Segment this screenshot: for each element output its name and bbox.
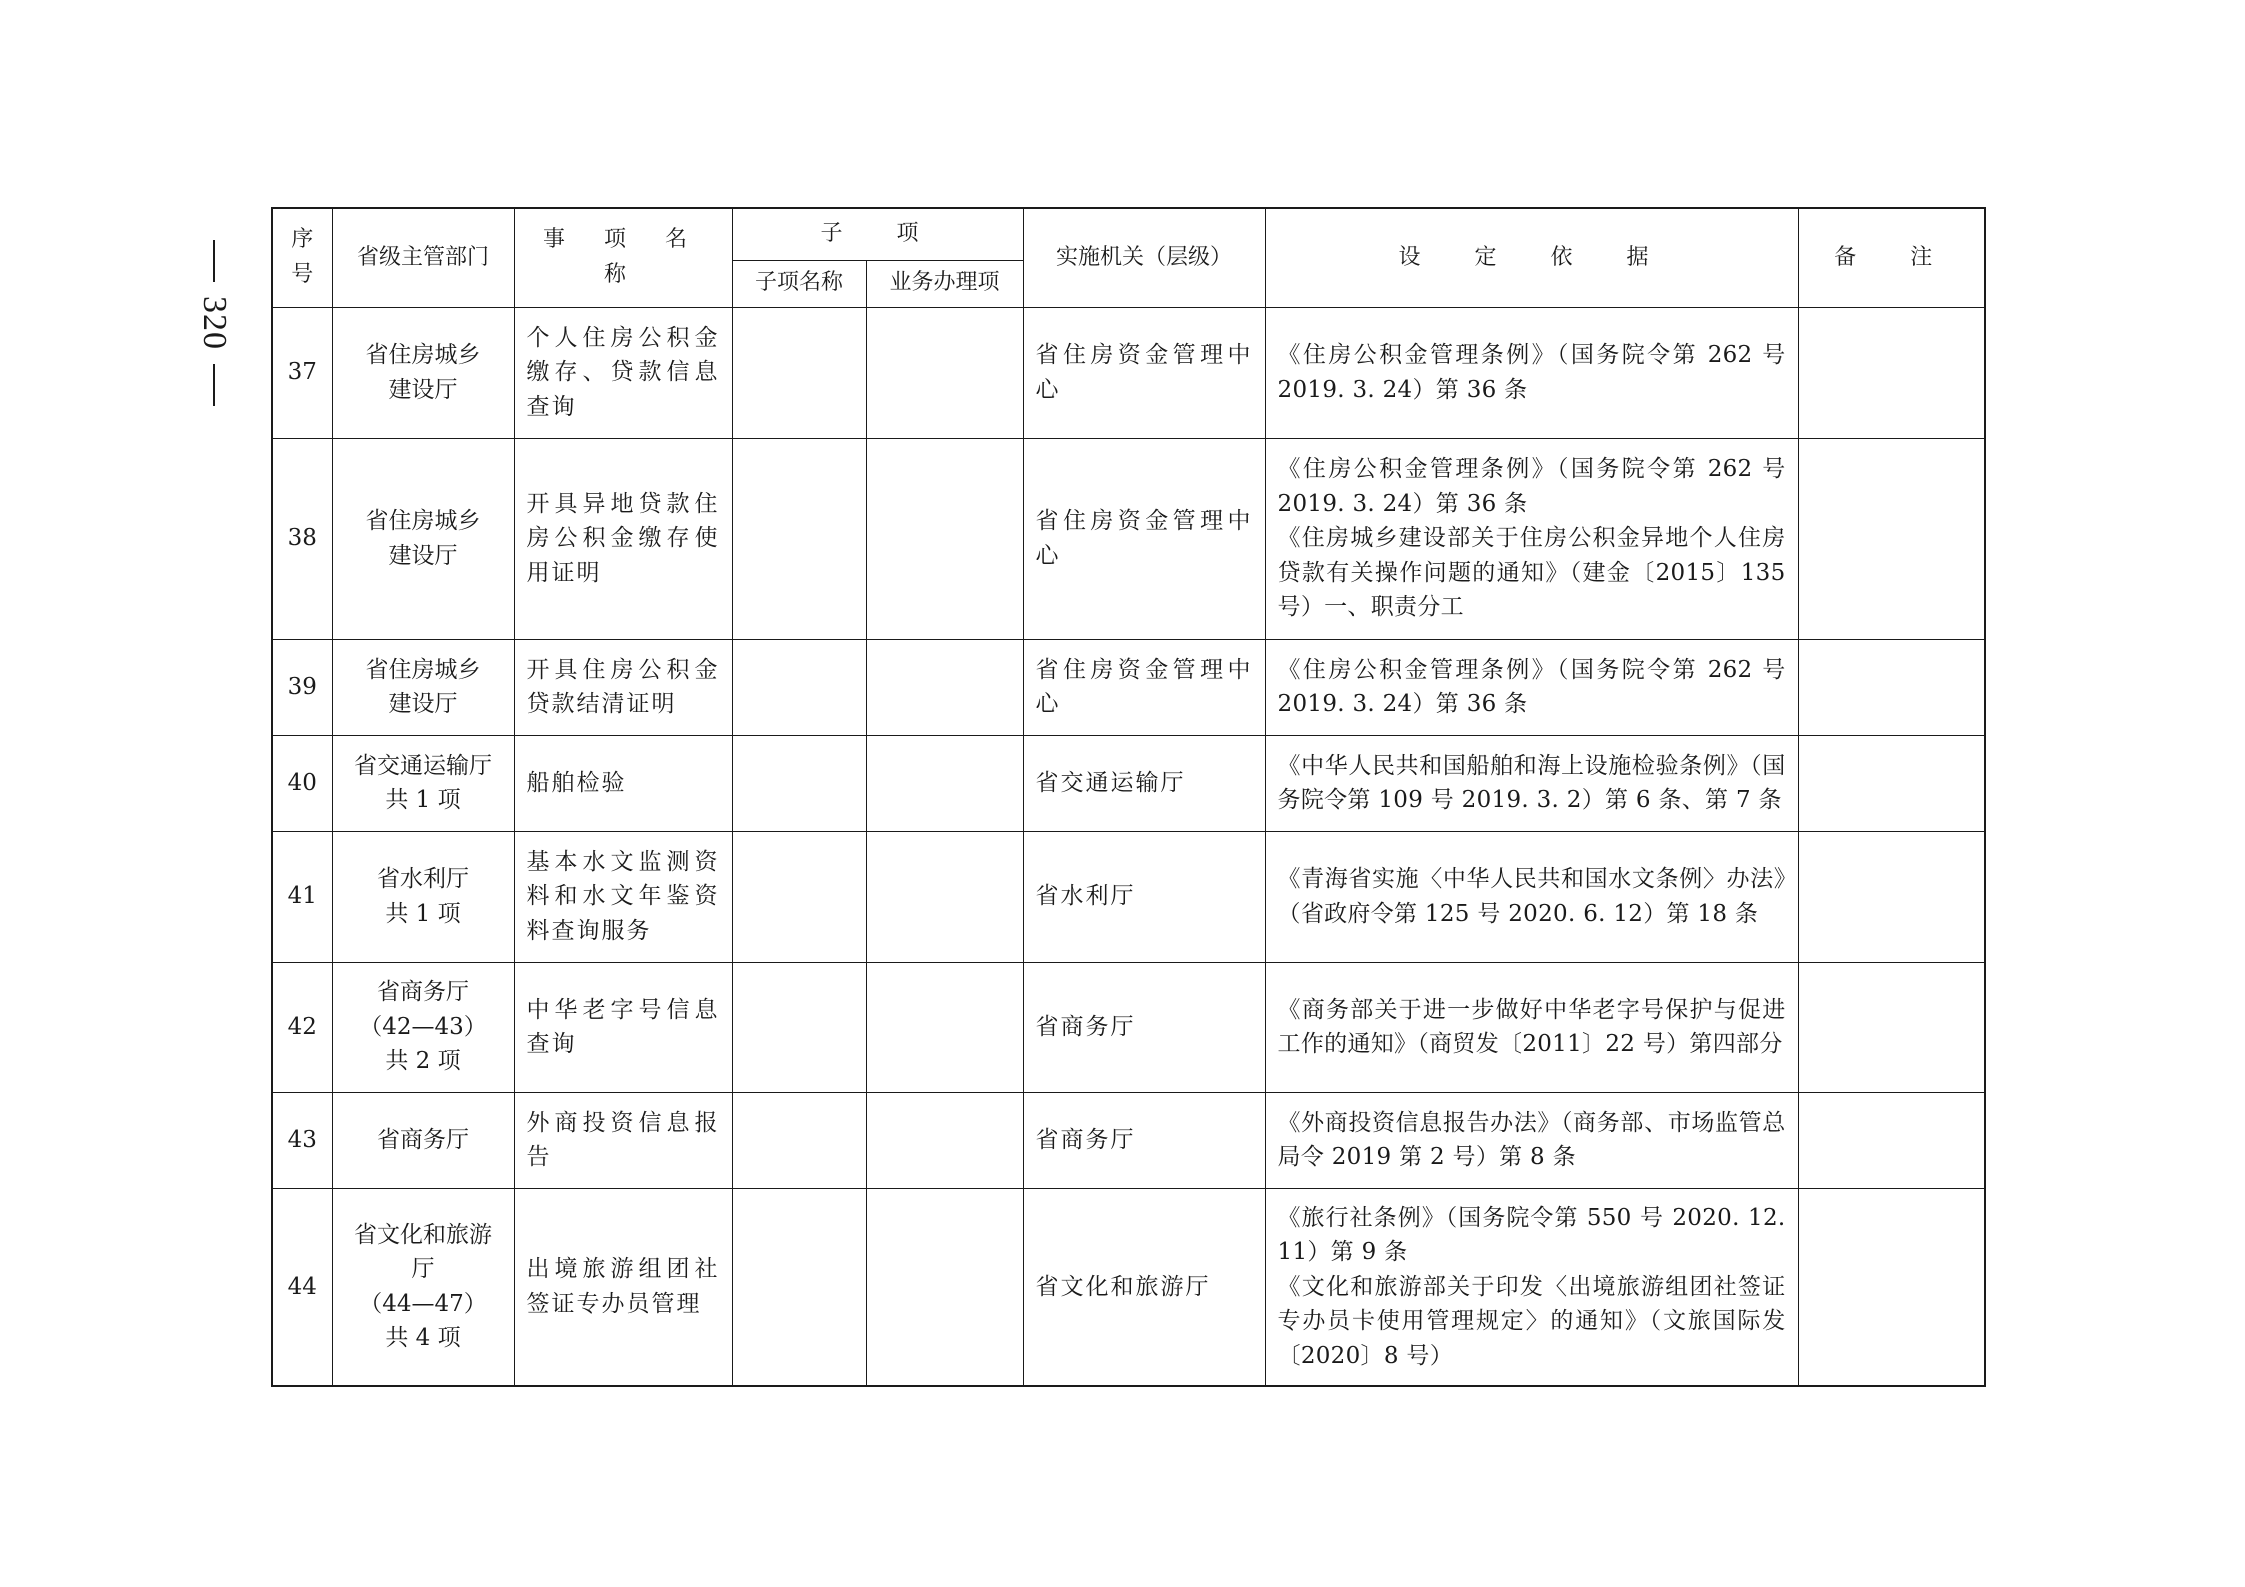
- cell-basis: [1265, 438, 1798, 639]
- cell-dept-line: 共 2 项: [385, 1048, 461, 1075]
- header-row-1: [272, 208, 1985, 260]
- cell-business-item: [866, 735, 1023, 831]
- header-remark: 备 注: [1798, 208, 1985, 307]
- cell-basis-paragraph: 《住房公积金管理条例》（国务院令第 262 号 2019. 3. 24）第 36 条: [1277, 456, 1786, 517]
- cell-item-name: 船舶检验: [514, 735, 732, 831]
- cell-subitem-name: [732, 639, 866, 735]
- cell-dept: [332, 1092, 514, 1188]
- table-row: [272, 962, 1985, 1092]
- cell-seq: 39: [272, 639, 332, 735]
- cell-business-item: [866, 1092, 1023, 1188]
- page-number-dash-top: [213, 240, 215, 282]
- table-body: [272, 307, 1985, 1386]
- cell-remark: [1798, 962, 1985, 1092]
- cell-item-name: 个人住房公积金缴存、贷款信息查询: [514, 307, 732, 438]
- cell-item-name: 出境旅游组团社签证专办员管理: [514, 1188, 732, 1386]
- cell-basis: [1265, 307, 1798, 438]
- cell-business-item: [866, 639, 1023, 735]
- cell-dept: [332, 735, 514, 831]
- cell-basis-paragraph: 《文化和旅游部关于印发〈出境旅游组团社签证专办员卡使用管理规定〉的通知》（文旅国际发〔2020〕8 号）: [1277, 1273, 1786, 1369]
- cell-dept-line: 建设厅: [388, 691, 458, 717]
- cell-subitem-name: [732, 831, 866, 962]
- cell-dept-line: 省住房城乡: [365, 342, 481, 368]
- cell-basis-paragraph: 《旅行社条例》（国务院令第 550 号 2020. 12. 11）第 9 条: [1277, 1204, 1786, 1265]
- cell-dept: [332, 831, 514, 962]
- cell-basis-paragraph: 《青海省实施〈中华人民共和国水文条例〉办法》（省政府令第 125 号 2020. 6. 12）第 18 条: [1277, 866, 1786, 927]
- cell-dept-line: 省住房城乡: [365, 508, 481, 534]
- cell-dept: [332, 438, 514, 639]
- cell-dept-line: 建设厅: [388, 542, 458, 569]
- cell-dept-line: 共 1 项: [385, 900, 461, 927]
- table-row: [272, 639, 1985, 735]
- page-number: [190, 240, 238, 420]
- cell-basis-paragraph: 《中华人民共和国船舶和海上设施检验条例》（国务院令第 109 号 2019. 3. 2）第 6 条、第 7 条: [1277, 752, 1786, 813]
- cell-item-name: 开具异地贷款住房公积金缴存使用证明: [514, 438, 732, 639]
- cell-subitem-name: [732, 1188, 866, 1386]
- cell-agency: 省住房资金管理中心: [1023, 307, 1265, 438]
- header-basis: 设 定 依 据: [1265, 208, 1798, 307]
- cell-dept: [332, 1188, 514, 1386]
- cell-agency: 省住房资金管理中心: [1023, 438, 1265, 639]
- cell-basis: [1265, 962, 1798, 1092]
- table-row: [272, 831, 1985, 962]
- cell-seq: 43: [272, 1092, 332, 1188]
- cell-basis-paragraph: 《住房城乡建设部关于住房公积金异地个人住房贷款有关操作问题的通知》（建金〔2015〕135 号）一、职责分工: [1277, 525, 1786, 621]
- cell-dept-line: 建设厅: [388, 376, 458, 403]
- cell-dept: [332, 639, 514, 735]
- cell-basis-paragraph: 《住房公积金管理条例》（国务院令第 262 号 2019. 3. 24）第 36 条: [1277, 656, 1786, 717]
- header-subitem-name: 子项名称: [732, 260, 866, 307]
- cell-dept-line: （44—47）: [359, 1290, 487, 1317]
- cell-dept-line: 共 4 项: [385, 1325, 461, 1352]
- cell-remark: [1798, 735, 1985, 831]
- cell-remark: [1798, 438, 1985, 639]
- cell-dept-line: （42—43）: [359, 1013, 487, 1040]
- cell-remark: [1798, 639, 1985, 735]
- header-agency: 实施机关（层级）: [1023, 208, 1265, 307]
- cell-dept: [332, 307, 514, 438]
- cell-seq: 44: [272, 1188, 332, 1386]
- cell-seq: 37: [272, 307, 332, 438]
- cell-seq: 40: [272, 735, 332, 831]
- cell-subitem-name: [732, 962, 866, 1092]
- page-number-text: 320: [196, 296, 233, 350]
- header-business-item: 业务办理项: [866, 260, 1023, 307]
- page-number-dash-bottom: [213, 364, 215, 406]
- cell-business-item: [866, 438, 1023, 639]
- cell-agency: 省交通运输厅: [1023, 735, 1265, 831]
- header-seq: 序号: [272, 208, 332, 307]
- cell-agency: 省文化和旅游厅: [1023, 1188, 1265, 1386]
- cell-subitem-name: [732, 307, 866, 438]
- cell-dept-line: 省交通运输厅: [354, 752, 492, 779]
- header-dept: 省级主管部门: [332, 208, 514, 307]
- cell-dept-line: 省商务厅: [377, 979, 469, 1006]
- cell-subitem-name: [732, 1092, 866, 1188]
- cell-basis-paragraph: 《商务部关于进一步做好中华老字号保护与促进工作的通知》（商贸发〔2011〕22 号）第四部分: [1277, 996, 1786, 1057]
- cell-dept-line: 省住房城乡: [365, 656, 481, 683]
- cell-basis: [1265, 735, 1798, 831]
- cell-basis-paragraph: 《外商投资信息报告办法》（商务部、市场监管总局令 2019 第 2 号）第 8 条: [1277, 1109, 1786, 1170]
- cell-business-item: [866, 1188, 1023, 1386]
- table-row: [272, 438, 1985, 639]
- table-row: [272, 1188, 1985, 1386]
- cell-seq: 41: [272, 831, 332, 962]
- cell-basis: [1265, 831, 1798, 962]
- cell-remark: [1798, 307, 1985, 438]
- table-row: [272, 307, 1985, 438]
- cell-basis: [1265, 639, 1798, 735]
- table-row: [272, 1092, 1985, 1188]
- cell-agency: 省商务厅: [1023, 1092, 1265, 1188]
- cell-business-item: [866, 307, 1023, 438]
- cell-agency: 省商务厅: [1023, 962, 1265, 1092]
- cell-dept-line: 省商务厅: [377, 1126, 469, 1153]
- cell-dept-line: 共 1 项: [385, 787, 461, 813]
- cell-business-item: [866, 831, 1023, 962]
- cell-remark: [1798, 831, 1985, 962]
- cell-agency: 省住房资金管理中心: [1023, 639, 1265, 735]
- cell-item-name: 中华老字号信息查询: [514, 962, 732, 1092]
- cell-subitem-name: [732, 735, 866, 831]
- cell-item-name: 外商投资信息报告: [514, 1092, 732, 1188]
- cell-dept-line: 省文化和旅游厅: [354, 1221, 492, 1283]
- header-item-name: 事 项 名 称: [514, 208, 732, 307]
- cell-seq: 38: [272, 438, 332, 639]
- cell-business-item: [866, 962, 1023, 1092]
- table-row: [272, 735, 1985, 831]
- cell-remark: [1798, 1188, 1985, 1386]
- cell-dept-line: 省水利厅: [377, 866, 469, 892]
- cell-basis: [1265, 1188, 1798, 1386]
- cell-dept: [332, 962, 514, 1092]
- cell-seq: 42: [272, 962, 332, 1092]
- items-table: [271, 207, 1986, 1387]
- header-subitem-group: 子 项: [732, 208, 1023, 260]
- cell-remark: [1798, 1092, 1985, 1188]
- cell-basis: [1265, 1092, 1798, 1188]
- cell-basis-paragraph: 《住房公积金管理条例》（国务院令第 262 号 2019. 3. 24）第 36 条: [1277, 342, 1786, 403]
- cell-item-name: 基本水文监测资料和水文年鉴资料查询服务: [514, 831, 732, 962]
- cell-subitem-name: [732, 438, 866, 639]
- cell-agency: 省水利厅: [1023, 831, 1265, 962]
- cell-item-name: 开具住房公积金贷款结清证明: [514, 639, 732, 735]
